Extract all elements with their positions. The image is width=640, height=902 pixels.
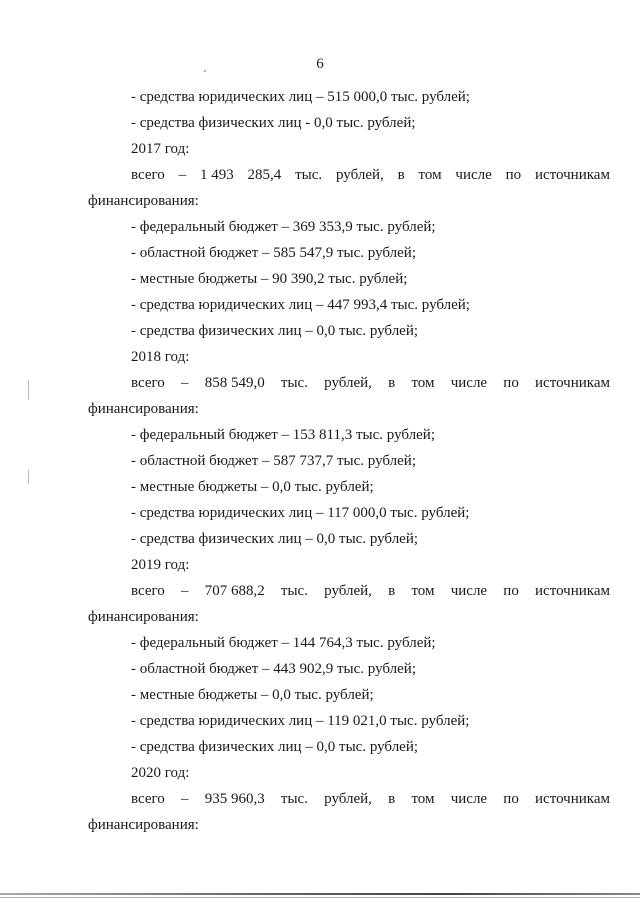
word: 1 493: [199, 167, 234, 183]
word: числе: [450, 791, 488, 807]
regional-budget-2017-line: - областной бюджет – 585 547,9 тыс. рублей;: [131, 245, 416, 261]
individuals-2017-line: - средства физических лиц – 0,0 тыс. рублей;: [131, 323, 419, 339]
word: 935 960,3: [204, 791, 265, 807]
word: тыс.: [280, 583, 308, 599]
financing-label: финансирования:: [88, 193, 199, 209]
financing-label: финансирования:: [88, 401, 199, 417]
federal-budget-2017-line: - федеральный бюджет – 369 353,9 тыс. рублей;: [131, 219, 436, 235]
word: числе: [450, 375, 488, 391]
federal-budget-2019-line: - федеральный бюджет – 144 764,3 тыс. рублей;: [131, 635, 436, 651]
word: том: [411, 375, 435, 391]
word: рублей,: [335, 167, 384, 183]
word: по: [503, 583, 519, 599]
year-2020-heading: 2020 год:: [131, 765, 190, 781]
total-2017-line: [131, 166, 610, 184]
word: в: [388, 583, 396, 599]
word: рублей,: [324, 583, 372, 599]
word: числе: [450, 583, 488, 599]
total-2020-line: [131, 790, 610, 808]
word: –: [180, 375, 189, 391]
individuals-2018-line: - средства физических лиц – 0,0 тыс. рублей;: [131, 531, 419, 547]
word: источникам: [534, 167, 610, 183]
word: –: [178, 167, 187, 183]
year-2017-heading: 2017 год:: [131, 141, 190, 157]
scan-bottom-edge: [0, 893, 640, 895]
word: всего: [131, 791, 165, 807]
local-budgets-2018-line: - местные бюджеты – 0,0 тыс. рублей;: [131, 479, 374, 495]
scan-speck: [204, 70, 206, 72]
word: том: [411, 791, 435, 807]
page-number: 6: [316, 56, 324, 72]
local-budgets-2019-line: - местные бюджеты – 0,0 тыс. рублей;: [131, 687, 374, 703]
scan-margin-mark: [28, 380, 29, 400]
word: источникам: [535, 791, 610, 807]
word: числе: [455, 167, 492, 183]
word: всего: [131, 375, 165, 391]
federal-budget-2018-line: - федеральный бюджет – 153 811,3 тыс. рублей;: [131, 427, 435, 443]
legal-entities-2016-line: - средства юридических лиц – 515 000,0 тыс. рублей;: [131, 89, 470, 105]
word: том: [418, 167, 442, 183]
local-budgets-2017-line: - местные бюджеты – 90 390,2 тыс. рублей;: [131, 271, 408, 287]
financing-label: финансирования:: [88, 609, 199, 625]
scan-margin-mark: [28, 470, 29, 484]
legal-entities-2017-line: - средства юридических лиц – 447 993,4 тыс. рублей;: [131, 297, 470, 313]
word: источникам: [535, 375, 610, 391]
word: в: [388, 375, 396, 391]
total-2019-line: [131, 582, 610, 600]
word: по: [503, 791, 519, 807]
scan-bottom-edge: [0, 897, 640, 898]
regional-budget-2019-line: - областной бюджет – 443 902,9 тыс. рублей;: [131, 661, 416, 677]
word: 285,4: [247, 167, 282, 183]
word: всего: [131, 583, 165, 599]
total-2018-line: [131, 374, 610, 392]
word: тыс.: [280, 791, 308, 807]
word: –: [180, 791, 189, 807]
word: по: [503, 375, 519, 391]
legal-entities-2018-line: - средства юридических лиц – 117 000,0 тыс. рублей;: [131, 505, 470, 521]
individuals-2019-line: - средства физических лиц – 0,0 тыс. рублей;: [131, 739, 419, 755]
individuals-2016-line: - средства физических лиц - 0,0 тыс. рублей;: [131, 115, 416, 131]
word: том: [411, 583, 435, 599]
word: рублей,: [324, 791, 372, 807]
regional-budget-2018-line: - областной бюджет – 587 737,7 тыс. рублей;: [131, 453, 416, 469]
word: источникам: [535, 583, 610, 599]
legal-entities-2019-line: - средства юридических лиц – 119 021,0 тыс. рублей;: [131, 713, 470, 729]
word: в: [388, 791, 396, 807]
word: в: [397, 167, 405, 183]
word: 858 549,0: [204, 375, 265, 391]
word: 707 688,2: [204, 583, 265, 599]
year-2018-heading: 2018 год:: [131, 349, 190, 365]
year-2019-heading: 2019 год:: [131, 557, 190, 573]
word: тыс.: [295, 167, 323, 183]
word: тыс.: [280, 375, 308, 391]
word: рублей,: [324, 375, 372, 391]
word: по: [505, 167, 522, 183]
word: –: [180, 583, 189, 599]
financing-label: финансирования:: [88, 817, 199, 833]
word: всего: [131, 167, 165, 183]
